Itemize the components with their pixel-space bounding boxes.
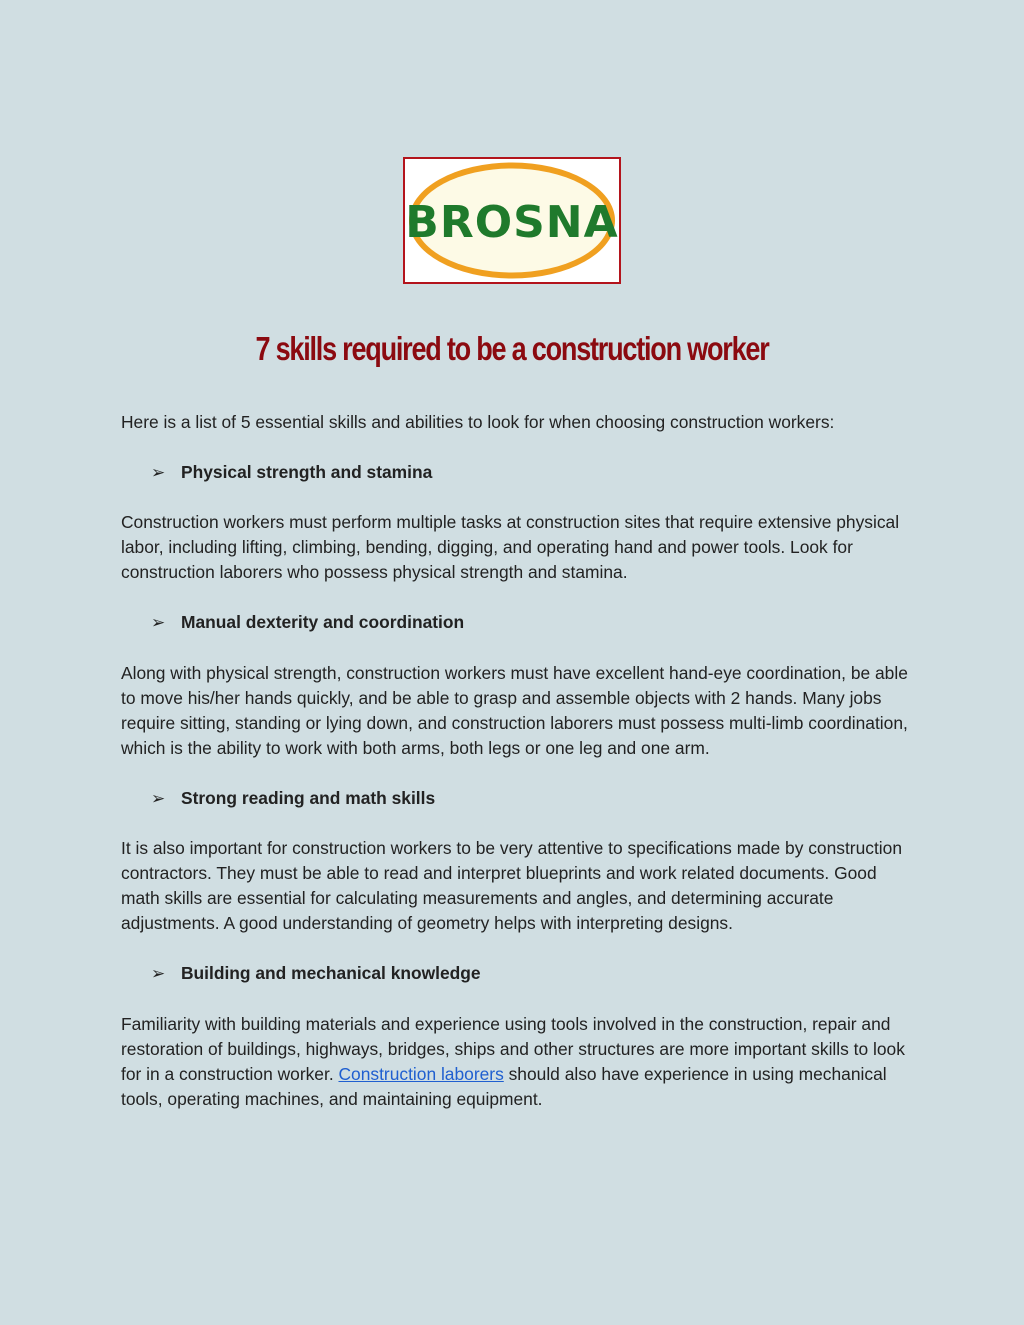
arrow-bullet-icon: ➢ [151, 613, 166, 633]
construction-laborers-link[interactable]: Construction laborers [338, 1063, 504, 1084]
page-title: 7 skills required to be a construction worker [255, 330, 769, 367]
intro-paragraph: Here is a list of 5 essential skills and abilities to look for when choosing construction workers: [121, 412, 835, 432]
body-text-after-link: should also have experience in using mechanical tools, operating machines, and maintaining equipment. [121, 1063, 887, 1109]
section-heading-text: Physical strength and stamina [181, 462, 433, 483]
body-text-before-link: Familiarity with building materials and experience using tools involved in the construction, repair and restoration of buildings, highways, bridges, ships and other structures are more important skills to look for in a construction worker. [121, 1013, 905, 1084]
section-body-1: Construction workers must perform multiple tasks at construction sites that require extensive physical labor, including lifting, climbing, bending, digging, and operating hand and power tools. Look for construction laborers who possess physical strength and stamina. [121, 512, 900, 583]
section-heading-4 [151, 961, 911, 986]
section-heading-text: Building and mechanical knowledge [181, 963, 481, 984]
section-heading-3 [151, 786, 911, 811]
section-heading-1 [151, 460, 911, 485]
section-heading-2 [151, 610, 911, 635]
section-body-3: It is also important for construction workers to be very attentive to specifications made by construction contractors. They must be able to read and interpret blueprints and work related documents. Good math skills are essential for calculating measurements and angles, and determining accurate adjustments. A good understanding of geometry helps with interpreting designs. [121, 838, 902, 934]
document-body [121, 410, 911, 1137]
arrow-bullet-icon: ➢ [151, 788, 166, 808]
section-heading-text: Manual dexterity and coordination [181, 612, 465, 633]
logo-graphic [405, 159, 619, 282]
brosna-logo [403, 157, 621, 284]
section-heading-text: Strong reading and math skills [181, 787, 436, 808]
arrow-bullet-icon: ➢ [151, 463, 166, 483]
logo-text: BROSNA [405, 197, 619, 248]
arrow-bullet-icon: ➢ [151, 964, 166, 984]
section-body-4 [121, 1012, 911, 1112]
section-body-2: Along with physical strength, construction workers must have excellent hand-eye coordination, be able to move his/her hands quickly, and be able to grasp and assemble objects with 2 hands. Many jobs require sitting, standing or lying down, and construction laborers must possess multi-limb coordination, which is the ability to work with both arms, both legs or one leg and one arm. [121, 662, 908, 758]
